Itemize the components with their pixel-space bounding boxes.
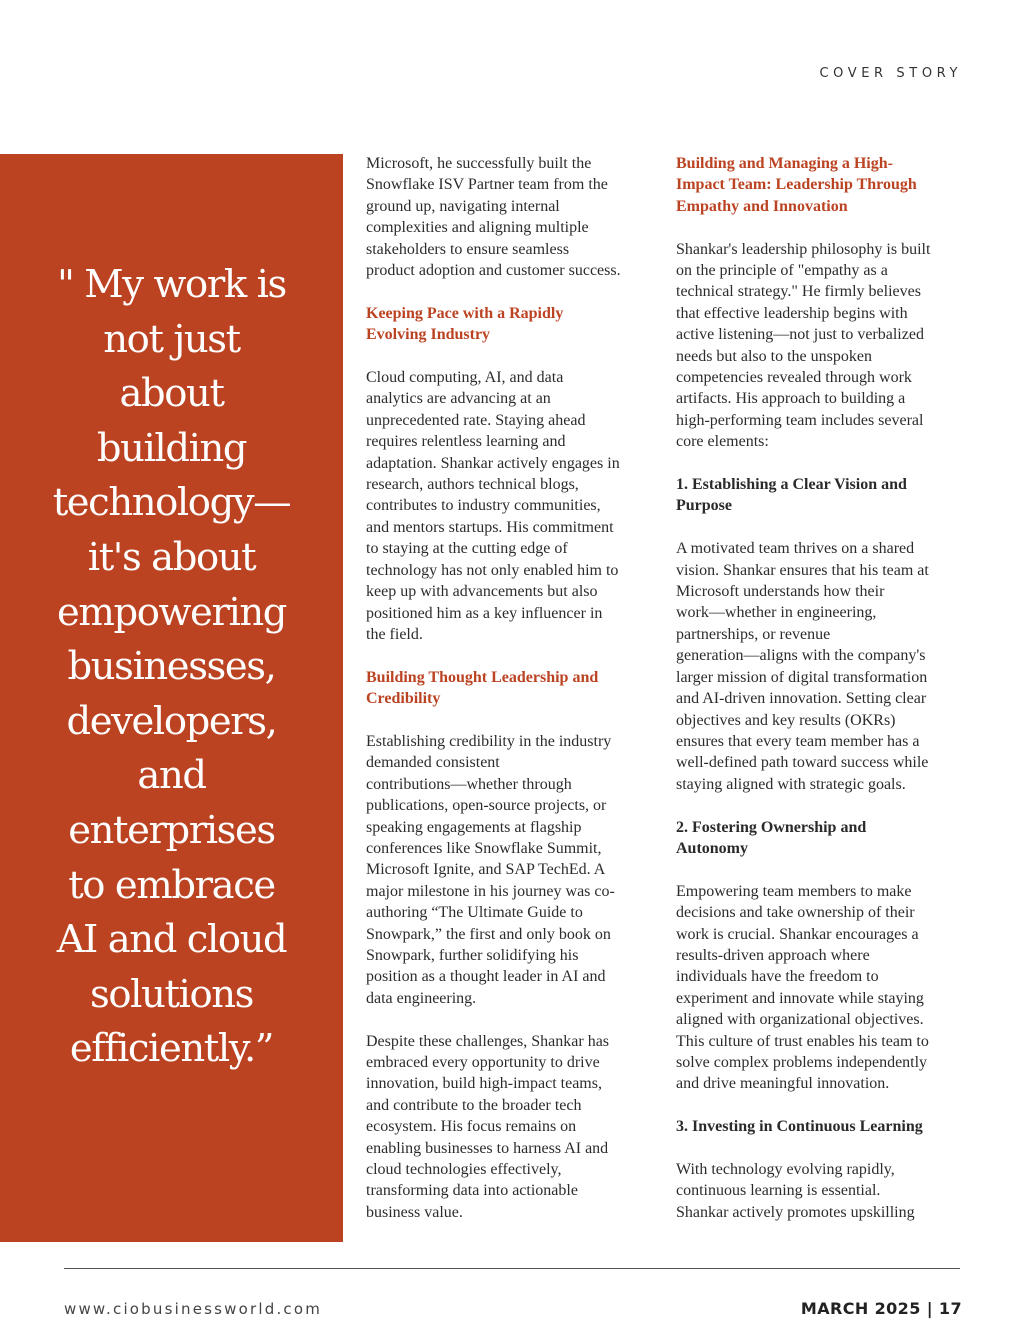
paragraph-industry-pace xyxy=(366,367,656,645)
footer-website: www.ciobusinessworld.com xyxy=(64,1300,323,1318)
text-line: demanded consistent xyxy=(366,754,500,772)
text-line: on the principle of "empathy as a xyxy=(676,262,888,280)
footer-divider xyxy=(64,1268,960,1269)
text-line: competencies revealed through work xyxy=(676,369,912,387)
footer-issue-page: MARCH 2025 | 17 xyxy=(800,1299,962,1318)
text-line: Impact Team: Leadership Through xyxy=(676,176,917,194)
text-line: results-driven approach where xyxy=(676,946,870,964)
text-line: transforming data into actionable xyxy=(366,1182,578,1200)
text-line: Microsoft Ignite, and SAP TechEd. A xyxy=(366,861,606,879)
subheading-clear-vision xyxy=(676,474,968,517)
text-line: conferences like Snowflake Summit, xyxy=(366,839,602,857)
text-line: speaking engagements at flagship xyxy=(366,818,582,836)
text-line: technical strategy." He firmly believes xyxy=(676,283,921,301)
text-line: about xyxy=(119,371,224,417)
text-line: Keeping Pace with a Rapidly xyxy=(366,304,564,322)
text-line: ecosystem. His focus remains on xyxy=(366,1118,577,1136)
text-line: and xyxy=(137,753,206,799)
text-line: to embrace xyxy=(68,862,275,908)
paragraph-learning xyxy=(676,1159,968,1223)
text-line: With technology evolving rapidly, xyxy=(676,1160,895,1178)
text-line: Credibility xyxy=(366,690,441,708)
text-line: Snowpark, further solidifying his xyxy=(366,946,579,964)
text-line: Snowflake ISV Partner team from the xyxy=(366,176,608,194)
subheading-ownership xyxy=(676,817,968,860)
section-heading-keeping-pace xyxy=(366,303,656,346)
text-line: Microsoft, he successfully built the xyxy=(366,155,592,172)
article-column-2 xyxy=(676,153,968,1245)
paragraph-challenges xyxy=(366,1031,656,1224)
section-label: COVER STORY xyxy=(819,66,962,81)
text-line: Snowpark,” the first and only book on xyxy=(366,925,611,943)
text-line: Empathy and Innovation xyxy=(676,197,848,215)
text-line: authoring “The Ultimate Guide to xyxy=(366,904,583,922)
text-line: work is crucial. Shankar encourages a xyxy=(676,925,919,943)
text-line: product adoption and customer success. xyxy=(366,262,621,280)
text-line: Shankar actively promotes upskilling xyxy=(676,1203,915,1221)
paragraph-leadership-philosophy xyxy=(676,239,968,453)
text-line: and contribute to the broader tech xyxy=(366,1096,582,1114)
text-line: contributions—whether through xyxy=(366,775,572,793)
text-line: Microsoft understands how their xyxy=(676,583,885,601)
text-line: and mentors startups. His commitment xyxy=(366,518,614,536)
text-line: embraced every opportunity to drive xyxy=(366,1053,600,1071)
text-line: Empowering team members to make xyxy=(676,882,912,900)
text-line: keep up with advancements but also xyxy=(366,583,598,601)
text-line: solutions xyxy=(90,971,253,1017)
text-line: it's about xyxy=(87,534,256,580)
text-line: Despite these challenges, Shankar has xyxy=(366,1032,610,1050)
text-line: publications, open-source projects, or xyxy=(366,797,607,815)
paragraph-ownership xyxy=(676,881,968,1095)
section-heading-high-impact-team xyxy=(676,153,968,217)
text-line: well-defined path toward success while xyxy=(676,754,929,772)
text-line: Building and Managing a High- xyxy=(676,155,893,172)
text-line: positioned him as a key influencer in xyxy=(366,604,603,622)
text-line: developers, xyxy=(66,698,277,744)
text-line: major milestone in his journey was co- xyxy=(366,882,615,900)
text-line: Autonomy xyxy=(676,839,749,857)
text-line: " My work is xyxy=(57,262,286,307)
text-line: aligned with organizational objectives. xyxy=(676,1011,924,1029)
text-line: larger mission of digital transformation xyxy=(676,668,928,686)
text-line: position as a thought leader in AI and xyxy=(366,968,606,986)
text-line: decisions and take ownership of their xyxy=(676,904,915,922)
text-line: 2. Fostering Ownership and xyxy=(676,818,867,836)
text-line: ground up, navigating internal xyxy=(366,197,560,215)
text-line: needs but also to the unspoken xyxy=(676,347,872,365)
text-line: efficiently.” xyxy=(69,1026,274,1072)
text-line: Building Thought Leadership and xyxy=(366,668,599,686)
text-line: business value. xyxy=(366,1203,463,1221)
text-line: core elements: xyxy=(676,433,769,451)
text-line: AI and cloud xyxy=(56,917,287,963)
text-line: artifacts. His approach to building a xyxy=(676,390,906,408)
text-line: and drive meaningful innovation. xyxy=(676,1075,890,1093)
text-line: and AI-driven innovation. Setting clear xyxy=(676,690,927,708)
text-line: This culture of trust enables his team to xyxy=(676,1032,929,1050)
text-line: adaptation. Shankar actively engages in xyxy=(366,454,620,472)
text-line: empowering xyxy=(56,589,286,635)
text-line: A motivated team thrives on a shared xyxy=(676,540,915,558)
text-line: building xyxy=(96,425,247,471)
text-line: analytics are advancing at an xyxy=(366,390,551,408)
paragraph-vision xyxy=(676,538,968,795)
text-line: stakeholders to ensure seamless xyxy=(366,240,570,258)
text-line: high-performing team includes several xyxy=(676,411,924,429)
text-line: Shankar's leadership philosophy is built xyxy=(676,240,931,258)
text-line: solve complex problems independently xyxy=(676,1053,928,1071)
subheading-continuous-learning xyxy=(676,1116,968,1137)
text-line: vision. Shankar ensures that his team at xyxy=(676,561,929,579)
text-line: enterprises xyxy=(68,807,275,853)
text-line: technology has not only enabled him to xyxy=(366,561,619,579)
text-line: technology— xyxy=(52,480,291,526)
pull-quote xyxy=(0,258,343,1077)
text-line: generation—aligns with the company's xyxy=(676,647,926,665)
text-line: cloud technologies effectively, xyxy=(366,1161,562,1179)
text-line: partnerships, or revenue xyxy=(676,625,831,643)
article-column-1 xyxy=(366,153,656,1245)
text-line: Purpose xyxy=(676,497,732,515)
text-line: innovation, build high-impact teams, xyxy=(366,1075,602,1093)
text-line: to staying at the cutting edge of xyxy=(366,540,568,558)
text-line: complexities and aligning multiple xyxy=(366,219,589,237)
text-line: Establishing credibility in the industry xyxy=(366,732,612,750)
paragraph-credibility xyxy=(366,731,656,1009)
text-line: businesses, xyxy=(67,644,276,690)
text-line: Cloud computing, AI, and data xyxy=(366,369,564,387)
text-line: work—whether in engineering, xyxy=(676,604,877,622)
text-line: ensures that every team member has a xyxy=(676,732,920,750)
text-line: unprecedented rate. Staying ahead xyxy=(366,411,586,429)
text-line: continuous learning is essential. xyxy=(676,1182,881,1200)
text-line: objectives and key results (OKRs) xyxy=(676,711,896,729)
section-heading-thought-leadership xyxy=(366,667,656,710)
text-line: staying aligned with strategic goals. xyxy=(676,775,906,793)
text-line: individuals have the freedom to xyxy=(676,968,879,986)
intro-paragraph xyxy=(366,153,656,281)
text-line: the field. xyxy=(366,625,423,643)
text-line: Evolving Industry xyxy=(366,326,491,344)
text-line: enabling businesses to harness AI and xyxy=(366,1139,609,1157)
text-line: 1. Establishing a Clear Vision and xyxy=(676,476,907,494)
text-line: requires relentless learning and xyxy=(366,433,566,451)
text-line: 3. Investing in Continuous Learning xyxy=(676,1118,923,1136)
text-line: experiment and innovate while staying xyxy=(676,989,924,1007)
text-line: not just xyxy=(103,316,240,362)
text-line: research, authors technical blogs, xyxy=(366,476,579,494)
text-line: data engineering. xyxy=(366,989,477,1007)
text-line: that effective leadership begins with xyxy=(676,304,908,322)
text-line: active listening—not just to verbalized xyxy=(676,326,924,344)
text-line: contributes to industry communities, xyxy=(366,497,601,515)
